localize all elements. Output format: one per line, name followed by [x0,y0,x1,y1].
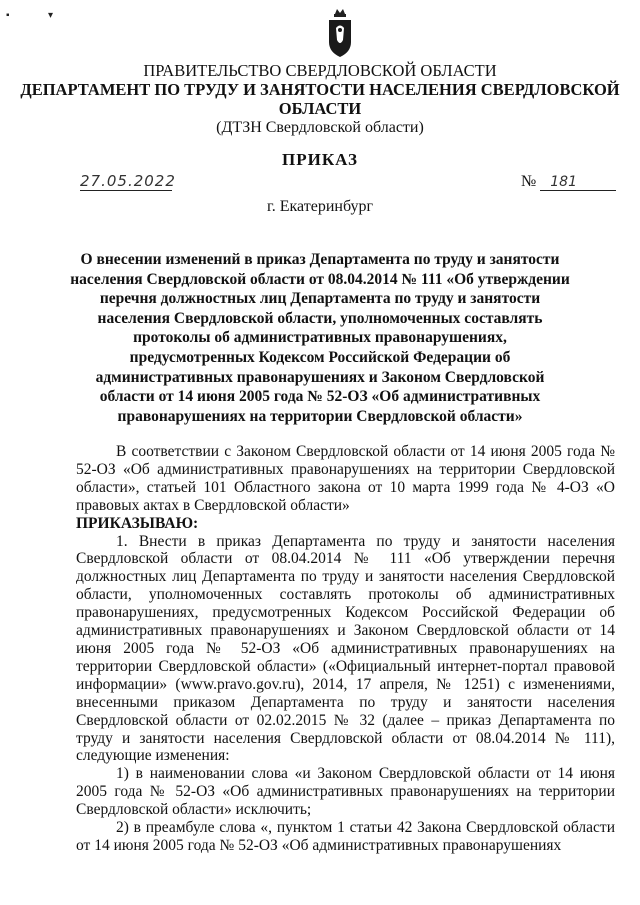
order-title: О внесении изменений в приказ Департамента по труду и занятости населения Свердловской области от 08.04.2014 № 111 «Об утверждении перечня должностных лиц Департамента по труду и занятости населения Свердловской области, уполномоченных составлять протоколы об административных правонарушениях, предусмотренных Кодексом Российской Федерации об административных правонарушениях и Законом Свердловской области от 14 июня 2005 года № 52-ОЗ «Об административных правонарушениях на территории Свердловской области» [70,251,570,425]
city: г. Екатеринбург [266,198,374,215]
preamble: В соответствии с Законом Свердловской области от 14 июня 2005 года № 52-ОЗ «Об административных правонарушениях на территории Свердловской области», статьей 101 Областного закона от 10 марта 1999 года № 4-ОЗ «О правовых актах в Свердловской области» [76,443,615,514]
department-name: ДЕПАРТАМЕНТ ПО ТРУДУ И ЗАНЯТОСТИ НАСЕЛЕНИЯ СВЕРДЛОВСКОЙ ОБЛАСТИ [20,80,620,118]
document-type: ПРИКАЗ [282,150,358,169]
number-label: № [521,173,537,190]
order-number-field [521,173,616,191]
item-1: 1. Внести в приказ Департамента по труду и занятости населения Свердловской области от 08.04.2014 № 111 «Об утверждении перечня должностных лиц Департамента по труду и занятости населения Свердловской области, уполномоченных составлять протоколы об административных правонарушениях, предусмотренных Кодексом Российской Федерации об административных правонарушениях и Законом Свердловской области от 14 июня 2005 года № 52-ОЗ «Об административных правонарушениях на территории Свердловской области» («Официальный интернет-портал правовой информации» (www.pravo.gov.ru), 2014, 17 апреля, № 1251) с изменениями, внесенными приказом Департамента по труду и занятости населения Свердловской области от 02.02.2015 № 32 (далее – приказ Департамента по труду и занятости населения Свердловской области от 08.04.2014 № 111), следующие изменения: [76,532,615,765]
order-date: 27.05.2022 [80,172,176,190]
subitem-2: 2) в преамбуле слова «, пунктом 1 статьи 42 Закона Свердловской области от 14 июня 2005 года № 52-ОЗ «Об административных правонарушениях [76,819,615,854]
order-number: 181 [540,174,616,191]
coat-of-arms-icon [327,8,353,58]
subitem-1: 1) в наименовании слова «и Законом Свердловской области от 14 июня 2005 года № 52-ОЗ «Об административных правонарушениях на территории Свердловской области» исключить; [76,765,615,819]
order-body [76,443,615,855]
order-word: ПРИКАЗЫВАЮ: [76,514,199,532]
department-abbreviation: (ДТЗН Свердловской области) [216,119,424,136]
scan-marks: ▪ ▾ [6,10,72,21]
government-name: ПРАВИТЕЛЬСТВО СВЕРДЛОВСКОЙ ОБЛАСТИ [143,61,497,80]
